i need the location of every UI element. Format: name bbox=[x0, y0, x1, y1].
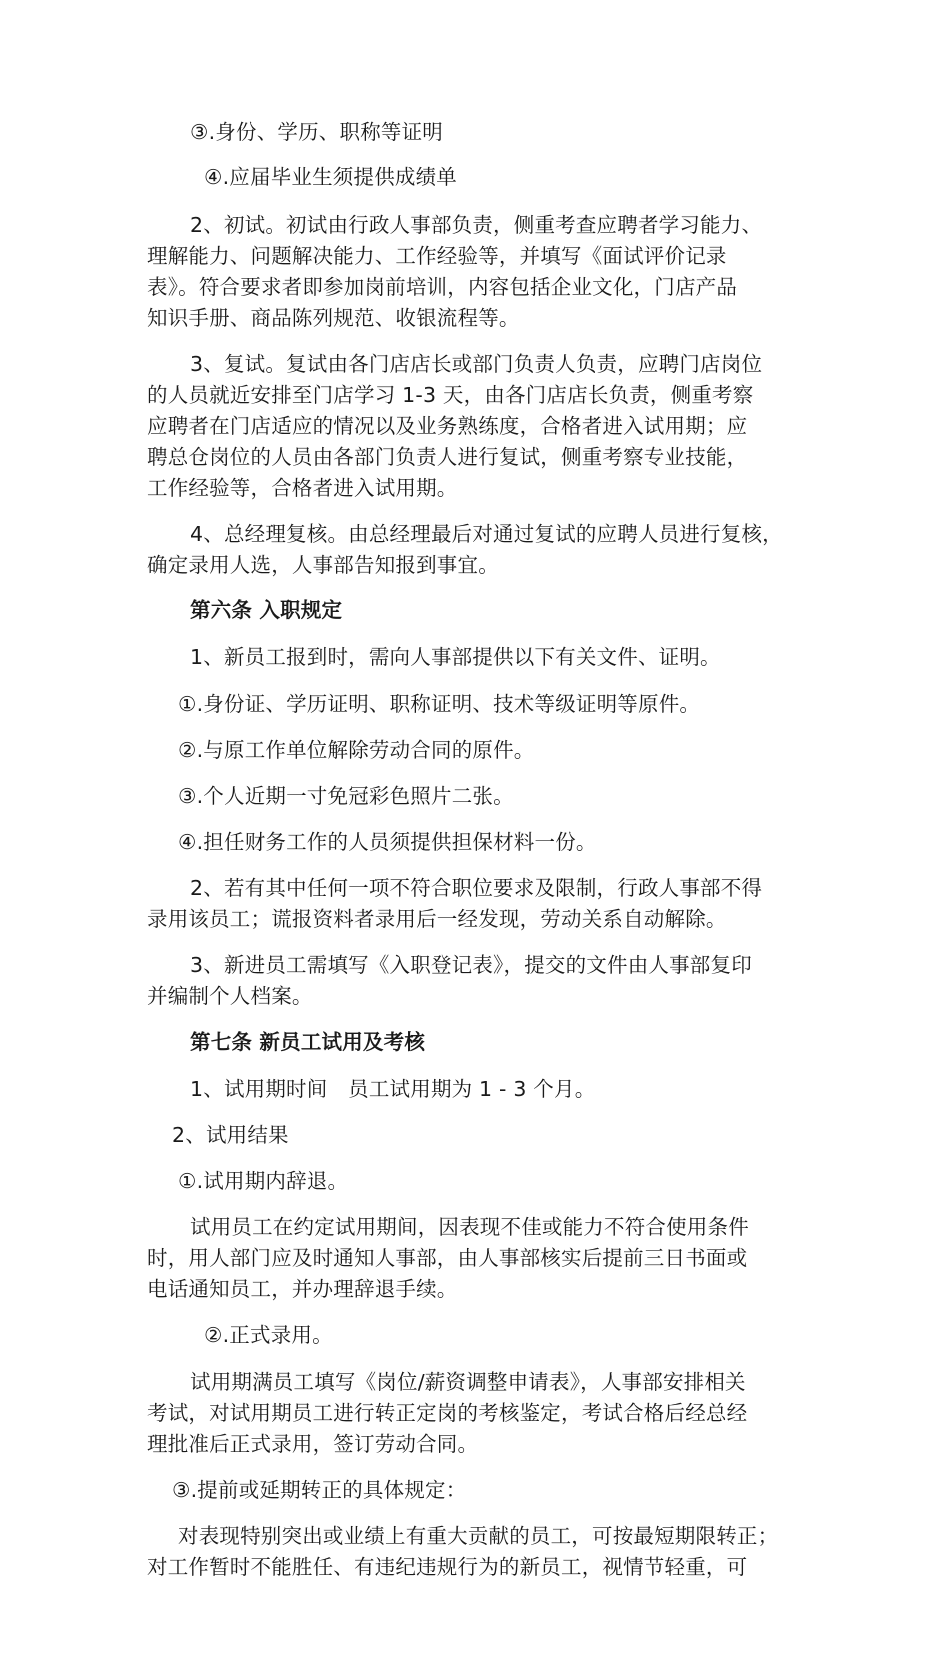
text-line: ②.正式录用。 bbox=[204, 1323, 333, 1347]
text-line: 1、新员工报到时，需向人事部提供以下有关文件、证明。 bbox=[190, 645, 721, 669]
text-line: 时，用人部门应及时通知人事部，由人事部核实后提前三日书面或 bbox=[147, 1246, 748, 1270]
text-line: 确定录用人选，人事部告知报到事宜。 bbox=[147, 553, 499, 577]
text-line: 电话通知员工，并办理辞退手续。 bbox=[147, 1277, 458, 1301]
text-line: 1、试用期时间 员工试用期为 1 - 3 个月。 bbox=[190, 1077, 596, 1101]
text-line: ④.应届毕业生须提供成绩单 bbox=[204, 165, 457, 189]
text-line: ③.个人近期一寸免冠彩色照片二张。 bbox=[178, 784, 514, 808]
text-line: 试用期满员工填写《岗位/薪资调整申请表》，人事部安排相关 bbox=[190, 1370, 746, 1394]
text-line: 工作经验等，合格者进入试用期。 bbox=[147, 476, 458, 500]
text-line: 理解能力、问题解决能力、工作经验等，并填写《面试评价记录 bbox=[147, 244, 727, 268]
text-line: 录用该员工；谎报资料者录用后一经发现，劳动关系自动解除。 bbox=[147, 907, 727, 931]
text-line: ③.身份、学历、职称等证明 bbox=[190, 120, 443, 144]
text-line: 4、总经理复核。由总经理最后对通过复试的应聘人员进行复核， bbox=[190, 522, 783, 546]
text-line: 考试，对试用期员工进行转正定岗的考核鉴定，考试合格后经总经 bbox=[147, 1401, 748, 1425]
text-line: 表》。符合要求者即参加岗前培训，内容包括企业文化，门店产品 bbox=[147, 275, 738, 299]
section-heading: 第六条 入职规定 bbox=[190, 598, 343, 622]
text-line: ④.担任财务工作的人员须提供担保材料一份。 bbox=[178, 830, 597, 854]
text-line: 3、复试。复试由各门店店长或部门负责人负责，应聘门店岗位 bbox=[190, 352, 763, 376]
text-line: 对工作暂时不能胜任、有违纪违规行为的新员工，视情节轻重，可 bbox=[147, 1555, 748, 1579]
text-line: 2、初试。初试由行政人事部负责，侧重考查应聘者学习能力、 bbox=[190, 213, 763, 237]
section-heading: 第七条 新员工试用及考核 bbox=[190, 1030, 426, 1054]
text-line: ①.身份证、学历证明、职称证明、技术等级证明等原件。 bbox=[178, 692, 701, 716]
text-line: 2、若有其中任何一项不符合职位要求及限制，行政人事部不得 bbox=[190, 876, 763, 900]
text-line: ③.提前或延期转正的具体规定： bbox=[172, 1478, 467, 1502]
text-line: 并编制个人档案。 bbox=[147, 984, 313, 1008]
text-line: 对表现特别突出或业绩上有重大贡献的员工，可按最短期限转正； bbox=[178, 1524, 779, 1548]
text-line: 聘总仓岗位的人员由各部门负责人进行复试，侧重考察专业技能， bbox=[147, 445, 748, 469]
text-line: 2、试用结果 bbox=[172, 1123, 289, 1147]
text-line: 理批准后正式录用，签订劳动合同。 bbox=[147, 1432, 479, 1456]
text-line: ②.与原工作单位解除劳动合同的原件。 bbox=[178, 738, 535, 762]
text-line: 应聘者在门店适应的情况以及业务熟练度，合格者进入试用期；应 bbox=[147, 414, 748, 438]
text-line: 的人员就近安排至门店学习 1-3 天，由各门店店长负责，侧重考察 bbox=[147, 383, 754, 407]
text-line: 3、新进员工需填写《入职登记表》，提交的文件由人事部复印 bbox=[190, 953, 752, 977]
text-line: 试用员工在约定试用期间，因表现不佳或能力不符合使用条件 bbox=[190, 1215, 749, 1239]
text-line: ①.试用期内辞退。 bbox=[178, 1169, 349, 1193]
text-line: 知识手册、商品陈列规范、收银流程等。 bbox=[147, 306, 520, 330]
